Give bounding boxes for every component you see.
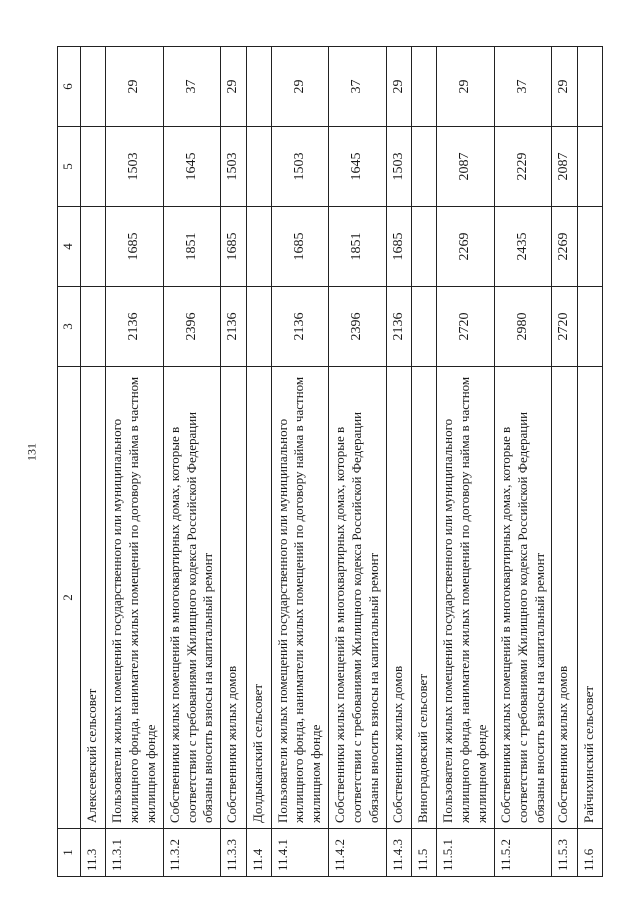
row-name: Райчихинский сельсовет bbox=[577, 367, 602, 829]
value-col5: 2087 bbox=[437, 127, 495, 207]
value-col5: 1503 bbox=[106, 127, 164, 207]
value-col4: 1685 bbox=[386, 207, 411, 287]
value-col5: 1503 bbox=[271, 127, 329, 207]
row-code: 11.5 bbox=[412, 829, 437, 877]
value-col4: 1685 bbox=[106, 207, 164, 287]
table-group-row bbox=[81, 47, 106, 877]
value-col3: 2720 bbox=[437, 287, 495, 367]
row-name: Собственники жилых домов bbox=[221, 367, 246, 829]
value-col3 bbox=[412, 287, 437, 367]
value-col5: 1645 bbox=[329, 127, 387, 207]
value-col4: 2269 bbox=[437, 207, 495, 287]
value-col6: 37 bbox=[329, 47, 387, 127]
value-col6: 29 bbox=[106, 47, 164, 127]
page-number: 131 bbox=[24, 443, 39, 461]
value-col3 bbox=[246, 287, 271, 367]
value-col5 bbox=[577, 127, 602, 207]
header-cell: 1 bbox=[58, 829, 81, 877]
row-code: 11.3 bbox=[81, 829, 106, 877]
row-code: 11.4.2 bbox=[329, 829, 387, 877]
row-name: Собственники жилых домов bbox=[552, 367, 577, 829]
row-name: Собственники жилых помещений в многоквартирных домах, которые в соответствии с требованиями Жилищного кодекса Российской Федерации обязаны вносить взносы на капитальный ремонт bbox=[163, 367, 221, 829]
header-cell: 4 bbox=[58, 207, 81, 287]
value-col3: 2136 bbox=[386, 287, 411, 367]
value-col3: 2720 bbox=[552, 287, 577, 367]
value-col4: 1685 bbox=[271, 207, 329, 287]
value-col3: 2396 bbox=[329, 287, 387, 367]
tariff-table bbox=[57, 46, 603, 877]
value-col5: 1503 bbox=[386, 127, 411, 207]
value-col6 bbox=[412, 47, 437, 127]
table-group-row bbox=[412, 47, 437, 877]
row-name: Пользователи жилых помещений государственного или муниципального жилищного фонда, наниматели жилых помещений по договору найма в частном жилищном фонде bbox=[271, 367, 329, 829]
row-code: 11.3.1 bbox=[106, 829, 164, 877]
value-col3: 2136 bbox=[221, 287, 246, 367]
value-col4: 2269 bbox=[552, 207, 577, 287]
row-code: 11.5.1 bbox=[437, 829, 495, 877]
value-col6: 29 bbox=[221, 47, 246, 127]
value-col3: 2980 bbox=[494, 287, 552, 367]
value-col6: 37 bbox=[163, 47, 221, 127]
value-col5 bbox=[81, 127, 106, 207]
value-col3: 2136 bbox=[106, 287, 164, 367]
header-row bbox=[58, 47, 81, 877]
value-col4: 1851 bbox=[329, 207, 387, 287]
table-row bbox=[329, 47, 387, 877]
row-name: Виноградовский сельсовет bbox=[412, 367, 437, 829]
rotated-table-container bbox=[57, 47, 596, 877]
value-col3: 2136 bbox=[271, 287, 329, 367]
row-code: 11.5.2 bbox=[494, 829, 552, 877]
row-code: 11.5.3 bbox=[552, 829, 577, 877]
header-cell: 5 bbox=[58, 127, 81, 207]
row-name: Долдыканский сельсовет bbox=[246, 367, 271, 829]
row-name: Собственники жилых помещений в многоквартирных домах, которые в соответствии с требованиями Жилищного кодекса Российской Федерации обязаны вносить взносы на капитальный ремонт bbox=[494, 367, 552, 829]
table-group-row bbox=[577, 47, 602, 877]
row-code: 11.3.2 bbox=[163, 829, 221, 877]
value-col6: 29 bbox=[437, 47, 495, 127]
value-col4: 1851 bbox=[163, 207, 221, 287]
value-col4: 1685 bbox=[221, 207, 246, 287]
value-col6: 29 bbox=[386, 47, 411, 127]
row-code: 11.3.3 bbox=[221, 829, 246, 877]
value-col5: 1503 bbox=[221, 127, 246, 207]
value-col6 bbox=[577, 47, 602, 127]
row-code: 11.4 bbox=[246, 829, 271, 877]
value-col6: 29 bbox=[271, 47, 329, 127]
value-col5: 1645 bbox=[163, 127, 221, 207]
row-code: 11.6 bbox=[577, 829, 602, 877]
header-cell: 3 bbox=[58, 287, 81, 367]
value-col3 bbox=[577, 287, 602, 367]
table-row bbox=[386, 47, 411, 877]
table-body bbox=[81, 47, 603, 877]
value-col5: 2087 bbox=[552, 127, 577, 207]
value-col6: 37 bbox=[494, 47, 552, 127]
header-cell: 2 bbox=[58, 367, 81, 829]
row-code: 11.4.3 bbox=[386, 829, 411, 877]
value-col4 bbox=[577, 207, 602, 287]
value-col4 bbox=[246, 207, 271, 287]
table-row bbox=[437, 47, 495, 877]
table-row bbox=[221, 47, 246, 877]
row-name: Собственники жилых домов bbox=[386, 367, 411, 829]
row-name: Алексеевский сельсовет bbox=[81, 367, 106, 829]
row-name: Пользователи жилых помещений государственного или муниципального жилищного фонда, наниматели жилых помещений по договору найма в частном жилищном фонде bbox=[437, 367, 495, 829]
table-row bbox=[271, 47, 329, 877]
header-cell: 6 bbox=[58, 47, 81, 127]
value-col4 bbox=[412, 207, 437, 287]
value-col6: 29 bbox=[552, 47, 577, 127]
value-col6 bbox=[81, 47, 106, 127]
row-code: 11.4.1 bbox=[271, 829, 329, 877]
value-col6 bbox=[246, 47, 271, 127]
table-row bbox=[494, 47, 552, 877]
value-col3: 2396 bbox=[163, 287, 221, 367]
table-row bbox=[163, 47, 221, 877]
row-name: Собственники жилых помещений в многоквартирных домах, которые в соответствии с требованиями Жилищного кодекса Российской Федерации обязаны вносить взносы на капитальный ремонт bbox=[329, 367, 387, 829]
value-col5 bbox=[246, 127, 271, 207]
table-row bbox=[106, 47, 164, 877]
table-row bbox=[552, 47, 577, 877]
value-col4: 2435 bbox=[494, 207, 552, 287]
value-col4 bbox=[81, 207, 106, 287]
row-name: Пользователи жилых помещений государственного или муниципального жилищного фонда, наниматели жилых помещений по договору найма в частном жилищном фонде bbox=[106, 367, 164, 829]
table-group-row bbox=[246, 47, 271, 877]
value-col5: 2229 bbox=[494, 127, 552, 207]
value-col5 bbox=[412, 127, 437, 207]
value-col3 bbox=[81, 287, 106, 367]
